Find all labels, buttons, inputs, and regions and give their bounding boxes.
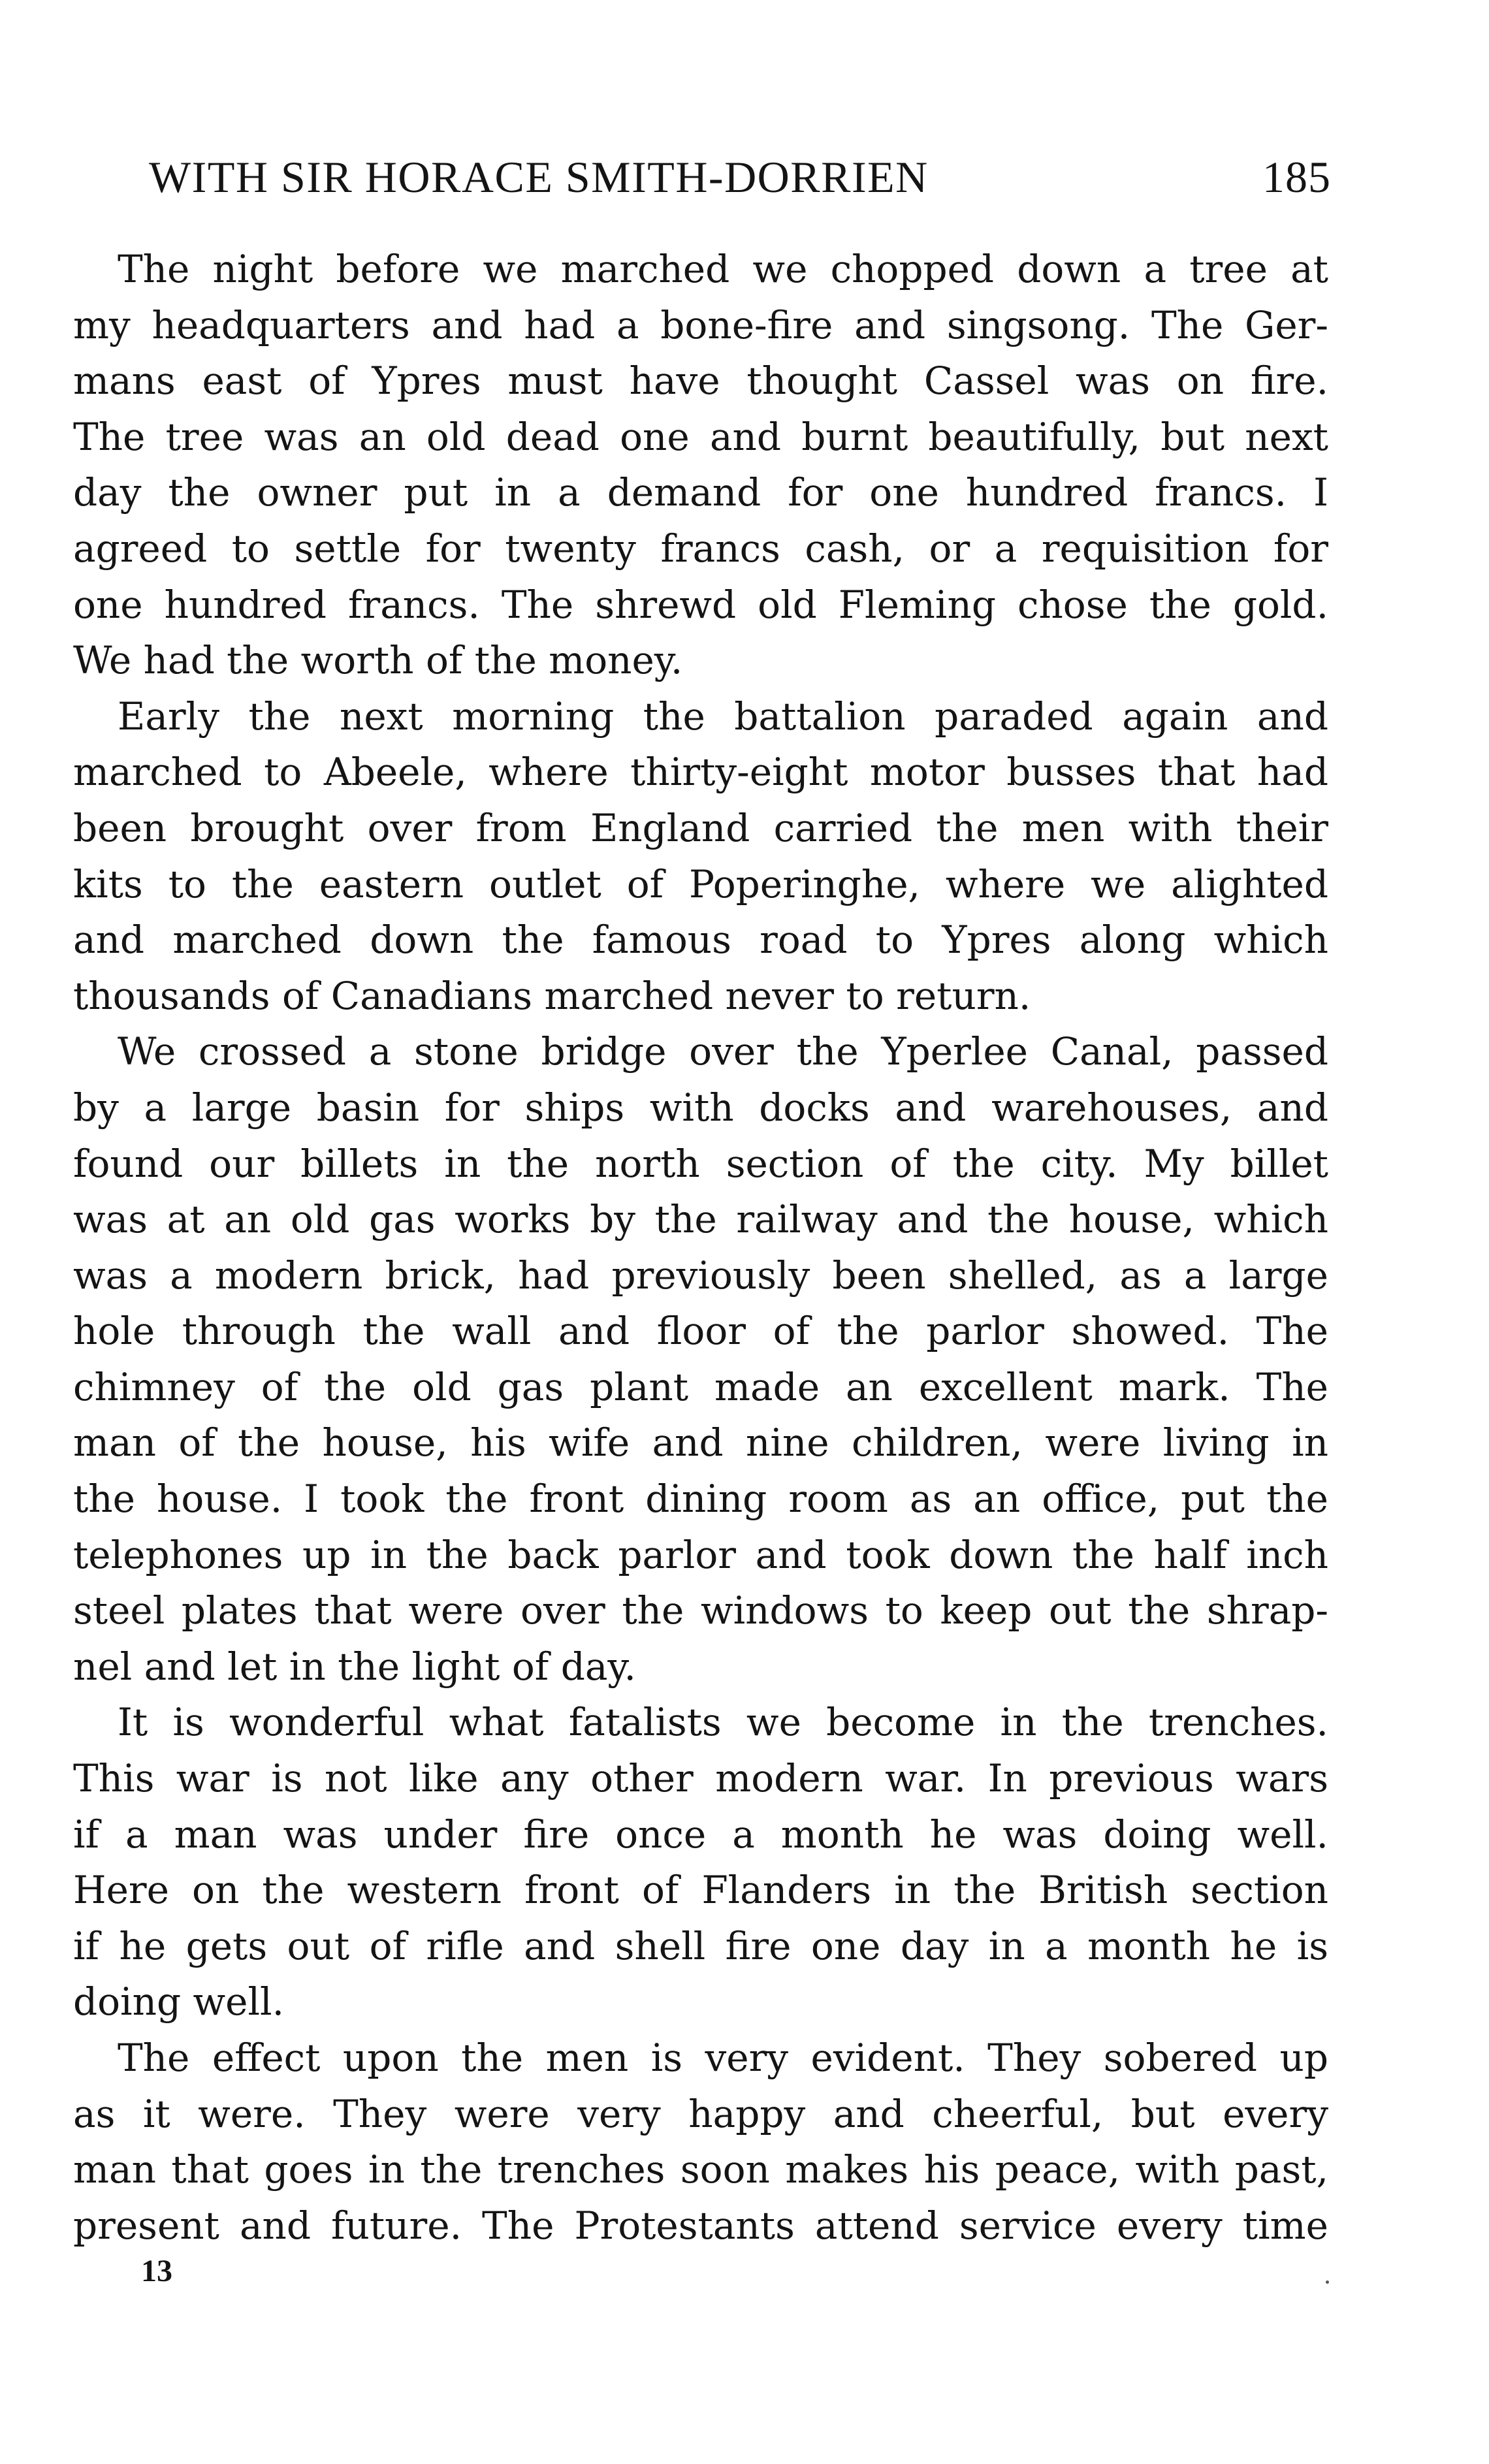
running-title: WITH SIR HORACE SMITH-DORRIEN (149, 152, 929, 202)
text-line: agreed to settle for twenty francs cash, or a requisition for (73, 526, 1328, 571)
text-line: doing well. (73, 1979, 285, 2024)
paragraph (73, 242, 1328, 689)
text-line: steel plates that were over the windows to keep out the shrap- (73, 1588, 1328, 1633)
text-line: my headquarters and had a bone-fire and singsong. The Ger- (73, 302, 1328, 347)
paragraph (73, 1024, 1328, 1695)
text-line: and marched down the famous road to Ypres along which (73, 918, 1328, 963)
text-line: The tree was an old dead one and burnt beautifully, but next (73, 414, 1328, 459)
text-line: thousands of Canadians marched never to return. (73, 973, 1031, 1018)
text-line: as it were. They were very happy and cheerful, but every (73, 2091, 1328, 2136)
text-line: nel and let in the light of day. (73, 1644, 636, 1689)
text-line: It is wonderful what fatalists we become in the trenches. (118, 1700, 1328, 1745)
text-line: We crossed a stone bridge over the Yperlee Canal, passed (118, 1029, 1328, 1074)
text-line: present and future. The Protestants attend service every time (73, 2203, 1328, 2248)
text-line: Here on the western front of Flanders in the British section (73, 1868, 1328, 1913)
text-line: man that goes in the trenches soon makes his peace, with past, (73, 2147, 1328, 2192)
text-line: found our billets in the north section of the city. My billet (73, 1141, 1328, 1186)
running-head (149, 152, 1331, 204)
text-line: was at an old gas works by the railway and the house, which (73, 1197, 1328, 1242)
text-line: The effect upon the men is very evident. They sobered up (118, 2036, 1328, 2080)
text-line: mans east of Ypres must have thought Cassel was on fire. (73, 359, 1328, 404)
text-line: chimney of the old gas plant made an excellent mark. The (73, 1364, 1328, 1409)
text-line: Early the next morning the battalion paraded again and (118, 694, 1328, 739)
text-line: been brought over from England carried the men with their (73, 805, 1328, 850)
signature-mark: 13 (141, 2254, 172, 2288)
text-line: This war is not like any other modern war. In previous wars (73, 1756, 1328, 1801)
paragraph (73, 1695, 1328, 2030)
text-line: marched to Abeele, where thirty-eight motor busses that had (73, 750, 1328, 795)
text-line: one hundred francs. The shrewd old Fleming chose the gold. (73, 582, 1328, 627)
text-line: We had the worth of the money. (73, 638, 683, 683)
text-line: kits to the eastern outlet of Poperinghe, where we alighted (73, 861, 1328, 906)
body-text (73, 242, 1328, 2254)
text-line: was a modern brick, had previously been shelled, as a large (73, 1253, 1328, 1298)
text-line: if he gets out of rifle and shell fire one day in a month he is (73, 1923, 1328, 1968)
text-line: day the owner put in a demand for one hundred francs. I (73, 470, 1328, 515)
paragraph (73, 2030, 1328, 2254)
page-number: 185 (1262, 152, 1331, 202)
ink-speck (1326, 2280, 1329, 2284)
text-line: the house. I took the front dining room as an office, put the (73, 1477, 1328, 1522)
text-line: hole through the wall and floor of the parlor showed. The (73, 1309, 1328, 1354)
text-line: by a large basin for ships with docks and warehouses, and (73, 1085, 1328, 1130)
text-line: The night before we marched we chopped down a tree at (118, 247, 1328, 291)
text-line: man of the house, his wife and nine children, were living in (73, 1420, 1328, 1465)
text-line: if a man was under fire once a month he was doing well. (73, 1812, 1328, 1857)
text-line: telephones up in the back parlor and took down the half inch (73, 1532, 1328, 1577)
paragraph (73, 689, 1328, 1025)
